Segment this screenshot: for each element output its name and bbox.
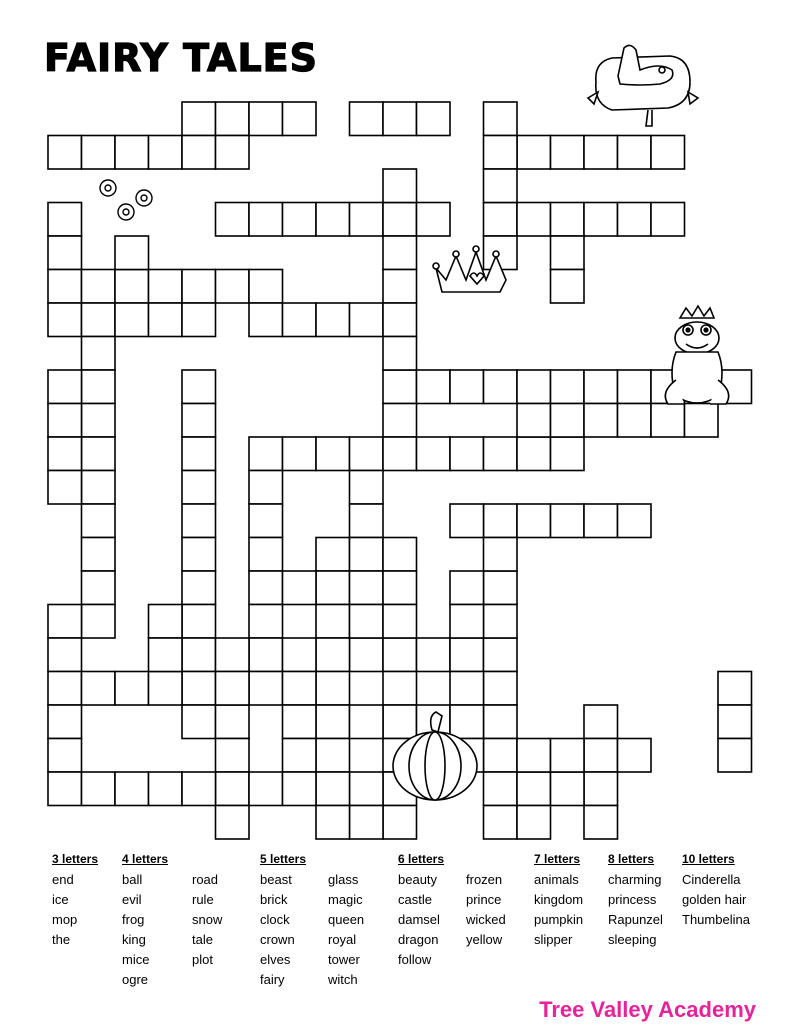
word-bank-word: road [192,872,219,887]
crossword-cell[interactable] [450,571,484,605]
crossword-cell[interactable] [551,203,585,237]
crossword-cell[interactable] [350,102,384,136]
word-bank-word: the [52,932,71,947]
word-bank-word: mop [52,912,78,927]
crossword-cell[interactable] [316,705,350,739]
crossword-cell[interactable] [316,772,350,806]
word-bank-word: prince [466,892,502,907]
crossword-cell[interactable] [517,370,551,404]
crossword-cell[interactable] [249,102,283,136]
crossword-cell[interactable] [82,370,116,404]
crossword-cell[interactable] [182,605,216,639]
crossword-cell[interactable] [82,471,116,505]
crossword-cell[interactable] [383,571,417,605]
crossword-cell[interactable] [551,136,585,170]
crossword-cell[interactable] [584,705,618,739]
word-bank-word: animals [534,872,579,887]
crossword-cell[interactable] [249,203,283,237]
crossword-cell[interactable] [551,370,585,404]
crossword-cell[interactable] [450,504,484,538]
crossword-cell[interactable] [48,772,82,806]
crossword-cell[interactable] [383,437,417,471]
word-bank-word: damsel [398,912,440,927]
crossword-cell[interactable] [182,102,216,136]
crossword-cell[interactable] [651,404,685,438]
crossword-cell[interactable] [517,772,551,806]
crossword-cell[interactable] [82,772,116,806]
crossword-cell[interactable] [82,303,116,337]
crossword-cell[interactable] [182,303,216,337]
crossword-cell[interactable] [48,471,82,505]
crossword-cell[interactable] [182,705,216,739]
word-bank-header: 3 letters [52,852,99,866]
crossword-cell[interactable] [517,504,551,538]
crossword-cell[interactable] [182,772,216,806]
word-bank-word: glass [328,872,359,887]
word-bank-word: Rapunzel [608,912,663,927]
crossword-cell[interactable] [182,672,216,706]
word-bank-word: ice [52,892,69,907]
crossword-cell[interactable] [115,672,149,706]
crossword-cell[interactable] [115,303,149,337]
crossword-cell[interactable] [283,437,317,471]
crossword-cell[interactable] [417,638,451,672]
crossword-cell[interactable] [316,538,350,572]
crossword-cell[interactable] [484,705,518,739]
crossword-cell[interactable] [316,806,350,840]
word-bank-word: wicked [466,912,506,927]
word-bank-word: Cinderella [682,872,741,887]
crossword-cell[interactable] [584,370,618,404]
crossword-cell[interactable] [283,102,317,136]
crossword-cell[interactable] [584,806,618,840]
word-bank-header: 6 letters [398,852,445,866]
crossword-cell[interactable] [182,404,216,438]
crossword-cell[interactable] [383,102,417,136]
word-bank-header: 10 letters [682,852,735,866]
word-bank-word: ogre [122,972,149,987]
crossword-cell[interactable] [48,672,82,706]
crossword-cell[interactable] [350,638,384,672]
word-bank-word: slipper [534,932,573,947]
crossword-cell[interactable] [618,404,652,438]
crossword-cell[interactable] [216,270,250,304]
crossword-cell[interactable] [149,638,183,672]
crossword-cell[interactable] [517,136,551,170]
crossword-cell[interactable] [350,571,384,605]
crossword-cell[interactable] [82,404,116,438]
word-bank-word: frog [122,912,145,927]
crossword-cell[interactable] [216,672,250,706]
crossword-cell[interactable] [350,504,384,538]
crossword-cell[interactable] [551,236,585,270]
crossword-cell[interactable] [115,136,149,170]
crossword-cell[interactable] [484,739,518,773]
crossword-cell[interactable] [182,504,216,538]
word-bank-header: 8 letters [608,852,655,866]
crossword-cell[interactable] [316,203,350,237]
crossword-cell[interactable] [283,303,317,337]
crossword-cell[interactable] [484,504,518,538]
crossword-cell[interactable] [182,136,216,170]
word-bank-header: 5 letters [260,852,307,866]
crossword-cell[interactable] [48,136,82,170]
word-bank-word: golden hair [682,892,747,907]
crossword-cell[interactable] [484,571,518,605]
brand-logo-text: Tree Valley Academy [539,997,756,1022]
crossword-cell[interactable] [484,605,518,639]
word-bank-word: magic [328,892,363,907]
crossword-cell[interactable] [316,672,350,706]
crossword-cell[interactable] [82,270,116,304]
crossword-cell[interactable] [417,203,451,237]
crossword-cell[interactable] [417,370,451,404]
crossword-cell[interactable] [517,437,551,471]
crossword-cell[interactable] [383,370,417,404]
crossword-cell[interactable] [383,203,417,237]
crossword-cell[interactable] [383,672,417,706]
crossword-cell[interactable] [618,203,652,237]
crossword-cell[interactable] [149,303,183,337]
crossword-cell[interactable] [484,370,518,404]
crossword-cell[interactable] [48,236,82,270]
crossword-cell[interactable] [350,538,384,572]
crossword-cell[interactable] [216,203,250,237]
crossword-cell[interactable] [551,772,585,806]
crossword-cell[interactable] [484,672,518,706]
word-bank-word: pumpkin [534,912,584,927]
crossword-cell[interactable] [484,136,518,170]
crossword-cell[interactable] [584,504,618,538]
crossword-cell[interactable] [450,437,484,471]
crossword-cell[interactable] [383,538,417,572]
crossword-cell[interactable] [484,102,518,136]
crossword-cell[interactable] [484,538,518,572]
word-bank-header: 7 letters [534,852,581,866]
crossword-cell[interactable] [383,705,417,739]
crossword-cell[interactable] [249,504,283,538]
crossword-cell[interactable] [82,337,116,371]
crossword-cell[interactable] [383,303,417,337]
crossword-cell[interactable] [316,437,350,471]
word-bank-word: follow [398,952,432,967]
crossword-cell[interactable] [316,571,350,605]
crossword-cell[interactable] [383,605,417,639]
crossword-cell[interactable] [383,806,417,840]
crossword-cell[interactable] [484,203,518,237]
crossword-cell[interactable] [316,303,350,337]
crossword-cell[interactable] [350,705,384,739]
crossword-cell[interactable] [551,504,585,538]
crossword-cell[interactable] [584,203,618,237]
crossword-cell[interactable] [149,605,183,639]
crossword-cell[interactable] [216,638,250,672]
crossword-cell[interactable] [182,471,216,505]
crossword-cell[interactable] [718,672,752,706]
crossword-cell[interactable] [82,571,116,605]
word-bank-word: brick [260,892,288,907]
crossword-cell[interactable] [48,270,82,304]
crossword-cell[interactable] [249,638,283,672]
crossword-cell[interactable] [82,504,116,538]
crossword-cell[interactable] [82,136,116,170]
crossword-cell[interactable] [216,806,250,840]
crossword-cell[interactable] [216,102,250,136]
crossword-cell[interactable] [82,538,116,572]
word-bank-word: beast [260,872,292,887]
crossword-cell[interactable] [484,437,518,471]
word-bank-word: Thumbelina [682,912,750,927]
crossword-cell[interactable] [450,638,484,672]
crossword-cell[interactable] [383,270,417,304]
crossword-cell[interactable] [48,739,82,773]
word-bank-word: dragon [398,932,439,947]
crossword-cell[interactable] [82,605,116,639]
crossword-cell[interactable] [216,772,250,806]
crossword-cell[interactable] [216,136,250,170]
crossword-cell[interactable] [283,571,317,605]
crossword-cell[interactable] [115,270,149,304]
crossword-cell[interactable] [383,404,417,438]
crossword-cell[interactable] [283,203,317,237]
word-bank-word: plot [192,952,213,967]
crossword-cell[interactable] [517,404,551,438]
word-bank-word: end [52,872,74,887]
word-bank-word: witch [328,972,358,987]
word-bank-word: princess [608,892,657,907]
crossword-cell[interactable] [383,638,417,672]
crossword-cell[interactable] [551,437,585,471]
crossword-cell[interactable] [249,471,283,505]
crossword-cell[interactable] [182,270,216,304]
crossword-cell[interactable] [417,437,451,471]
crossword-cell[interactable] [182,370,216,404]
crossword-cell[interactable] [551,270,585,304]
crossword-cell[interactable] [216,705,250,739]
crossword-cell[interactable] [249,303,283,337]
crossword-cell[interactable] [249,571,283,605]
crossword-cell[interactable] [48,437,82,471]
crossword-cell[interactable] [216,739,250,773]
crossword-cell[interactable] [350,772,384,806]
crossword-cell[interactable] [283,638,317,672]
crossword-cell[interactable] [149,270,183,304]
word-bank-header: 4 letters [122,852,169,866]
crossword-cell[interactable] [350,806,384,840]
crossword-cell[interactable] [48,404,82,438]
crossword-cell[interactable] [383,337,417,371]
crossword-cell[interactable] [283,672,317,706]
crossword-cell[interactable] [517,806,551,840]
crossword-cell[interactable] [82,437,116,471]
crossword-cell[interactable] [182,437,216,471]
crossword-cell[interactable] [450,705,484,739]
word-bank [0,852,800,1002]
word-bank-word: evil [122,892,142,907]
crossword-cell[interactable] [450,672,484,706]
word-bank-word: rule [192,892,214,907]
crossword-cell[interactable] [182,538,216,572]
crossword-cell[interactable] [584,136,618,170]
crossword-cell[interactable] [517,739,551,773]
crossword-cell[interactable] [584,772,618,806]
crossword-cell[interactable] [115,772,149,806]
crossword-cell[interactable] [283,739,317,773]
crossword-cell[interactable] [584,404,618,438]
crossword-cell[interactable] [316,638,350,672]
crossword-cell[interactable] [417,102,451,136]
crossword-cell[interactable] [383,169,417,203]
word-bank-word: tower [328,952,360,967]
crossword-cell[interactable] [149,772,183,806]
flowers-icon [100,180,152,220]
word-bank-word: crown [260,932,295,947]
frog-prince-icon [665,306,728,404]
crossword-cell[interactable] [48,605,82,639]
crossword-cell[interactable] [249,772,283,806]
crossword-cell[interactable] [484,638,518,672]
crossword-cell[interactable] [249,437,283,471]
crossword-cell[interactable] [350,605,384,639]
crossword-cell[interactable] [283,705,317,739]
crossword-cell[interactable] [551,739,585,773]
crossword-cell[interactable] [82,672,116,706]
word-bank-word: frozen [466,872,503,887]
crossword-cell[interactable] [48,370,82,404]
page-title: FAIRY TALES [44,36,318,80]
crossword-cell[interactable] [48,203,82,237]
crossword-cell[interactable] [450,605,484,639]
word-bank-word: ball [122,872,143,887]
word-bank-word: charming [608,872,662,887]
crossword-cell[interactable] [350,471,384,505]
crossword-cell[interactable] [350,303,384,337]
crossword-cell[interactable] [718,739,752,773]
crossword-cell[interactable] [685,404,719,438]
word-bank-word: royal [328,932,357,947]
crossword-cell[interactable] [182,571,216,605]
crossword-cell[interactable] [149,136,183,170]
word-bank-word: kingdom [534,892,584,907]
word-bank-word: clock [260,912,290,927]
word-bank-word: castle [398,892,432,907]
word-bank-word: elves [260,952,291,967]
crossword-cell[interactable] [249,270,283,304]
crossword-cell[interactable] [249,672,283,706]
crossword-cell[interactable] [350,203,384,237]
crossword-cell[interactable] [316,739,350,773]
word-bank-word: snow [192,912,223,927]
crown-icon [433,246,506,292]
crossword-cell[interactable] [149,672,183,706]
crossword-cell[interactable] [283,772,317,806]
crossword-cell[interactable] [618,739,652,773]
crossword-cell[interactable] [584,739,618,773]
crossword-cell[interactable] [718,705,752,739]
crossword-cell[interactable] [484,169,518,203]
crossword-cell[interactable] [182,638,216,672]
word-bank-word: mice [122,952,150,967]
crossword-cell[interactable] [316,605,350,639]
word-bank-word: queen [328,912,365,927]
word-bank-word: yellow [466,932,503,947]
crossword-cell[interactable] [48,638,82,672]
crossword-cell[interactable] [115,236,149,270]
word-bank-word: tale [192,932,213,947]
crossword-cell[interactable] [551,404,585,438]
crossword-cell[interactable] [249,605,283,639]
crossword-cell[interactable] [651,136,685,170]
crossword-cell[interactable] [450,370,484,404]
crossword-cell[interactable] [249,538,283,572]
crossword-cell[interactable] [517,203,551,237]
word-bank-word: fairy [260,972,285,987]
crossword-cell[interactable] [618,504,652,538]
word-bank-word: sleeping [608,932,657,947]
crossword-cell[interactable] [48,303,82,337]
crossword-cell[interactable] [350,437,384,471]
crossword-cell[interactable] [651,203,685,237]
word-bank-word: king [122,932,146,947]
crossword-cell[interactable] [618,370,652,404]
crossword-cell[interactable] [383,236,417,270]
glass-slipper-on-pillow-icon [588,45,698,126]
word-bank-word: beauty [398,872,438,887]
crossword-cell[interactable] [484,806,518,840]
crossword-cell[interactable] [48,705,82,739]
crossword-cell[interactable] [618,136,652,170]
crossword-cell[interactable] [484,772,518,806]
